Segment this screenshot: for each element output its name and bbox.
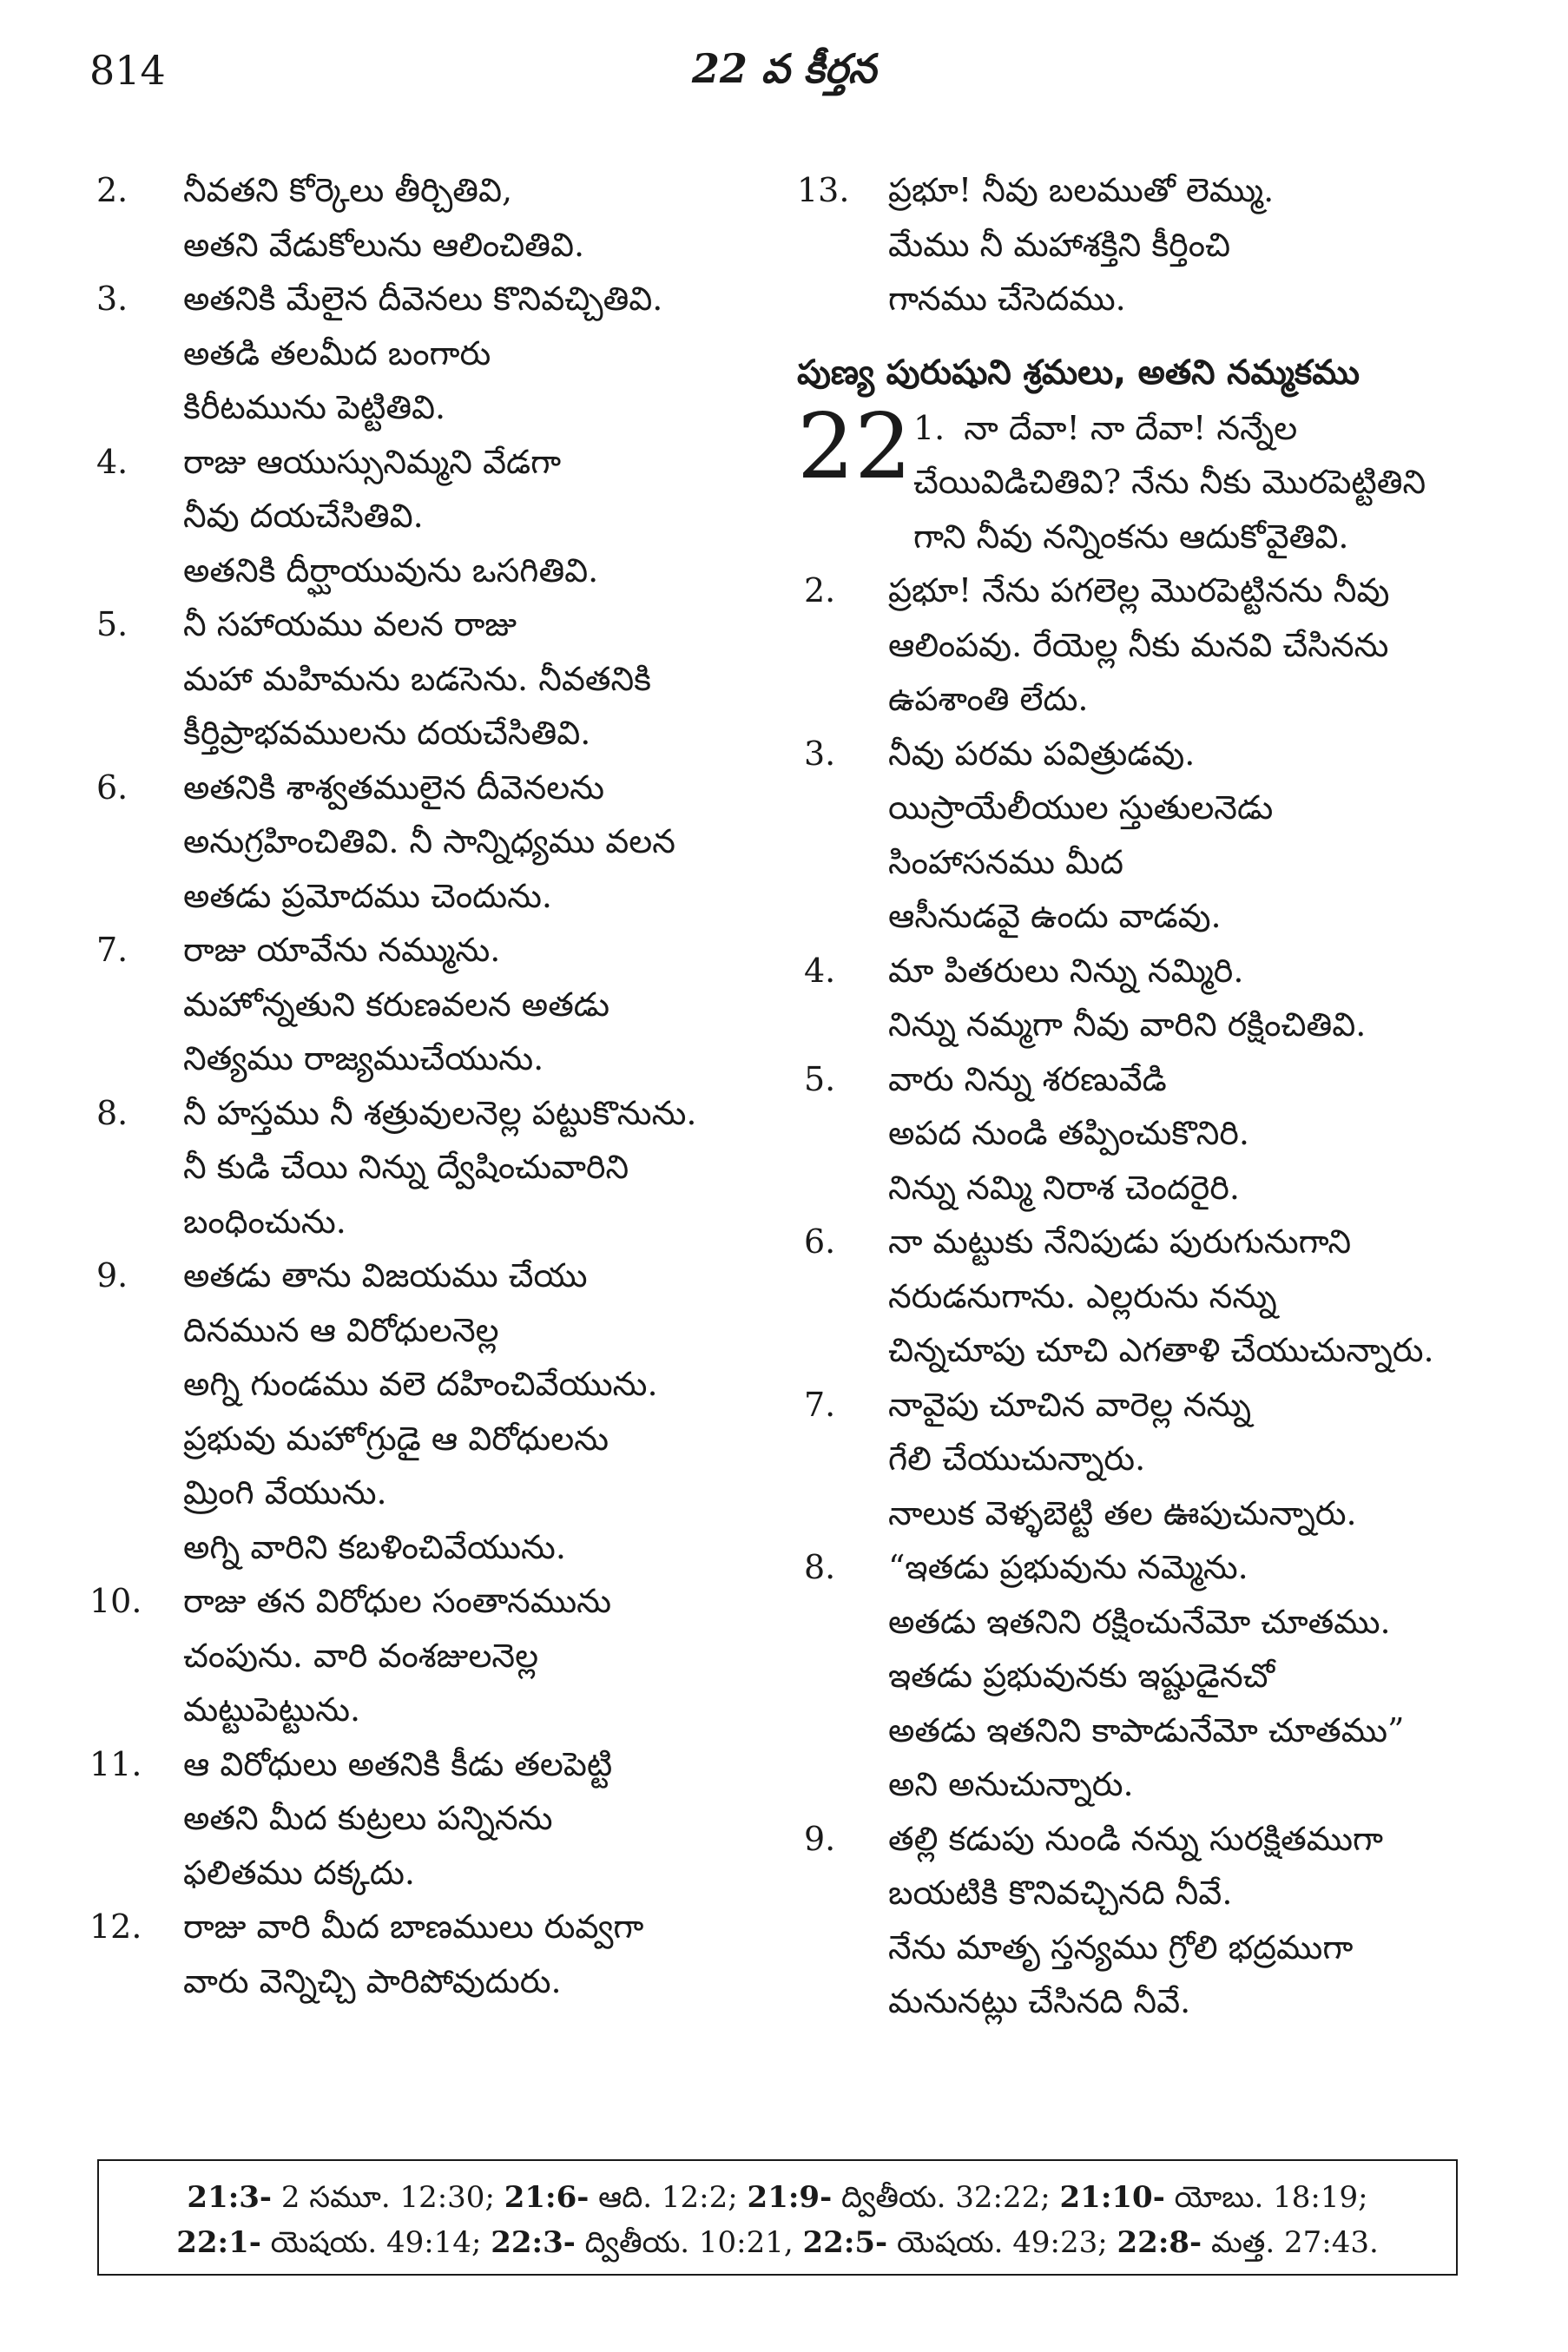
verse xyxy=(89,1737,767,1901)
cross-reference-target: 2 సమూ. 12:30; xyxy=(272,2180,504,2215)
verse-line: అతడు ఇతనిని రక్షించునేమో చూతము. xyxy=(888,1602,1391,1641)
verse-line: అని అనుచున్నారు. xyxy=(888,1765,1134,1803)
chapter-opening xyxy=(797,392,1457,564)
verse-line: నరుడనుగాను. ఎల్లరును నన్ను xyxy=(888,1276,1277,1315)
right-column-top-verses xyxy=(797,163,1457,326)
verse-line: యిస్రాయేలీయుల స్తుతులనెడు xyxy=(888,788,1274,827)
verse xyxy=(797,1378,1457,1541)
verse xyxy=(89,163,767,272)
verse xyxy=(797,1215,1457,1378)
verse-text xyxy=(183,1737,767,1901)
verse xyxy=(89,597,767,761)
verse-line-text: నా దేవా! నా దేవా! నన్నేల xyxy=(964,408,1298,447)
verse-text xyxy=(888,163,1457,326)
cross-reference-verse: 22:5- xyxy=(802,2225,888,2260)
verse-number: 5. xyxy=(96,605,128,643)
verse-line: గేలి చేయుచున్నారు. xyxy=(888,1440,1146,1478)
verse xyxy=(89,1574,767,1737)
verse-line: చంపును. వారి వంశజులనెల్ల xyxy=(183,1636,539,1675)
verse-line: ప్రభువు మహోగ్రుడై ఆ విరోధులను xyxy=(183,1419,609,1458)
verse-text xyxy=(888,1052,1457,1216)
verse-text xyxy=(888,1540,1457,1812)
verse-line: రాజు ఆయుస్సునిమ్మని వేడగా xyxy=(183,442,562,481)
right-column xyxy=(797,163,1457,2029)
left-column xyxy=(89,163,767,2008)
verse xyxy=(797,944,1457,1052)
verse-text xyxy=(888,944,1457,1052)
cross-reference-verse: 21:3- xyxy=(187,2180,273,2215)
verse-number: 12. xyxy=(89,1907,142,1946)
verse-line xyxy=(913,401,1457,456)
verse-line: ఉపశాంతి లేదు. xyxy=(888,680,1089,718)
verse-line: మనునట్లు చేసినది నీవే. xyxy=(888,1982,1191,2020)
verse-line: నిన్ను నమ్మగా నీవు వారిని రక్షించితివి. xyxy=(888,1005,1367,1044)
verse-line: వారు వెన్నిచ్చి పారిపోవుదురు. xyxy=(183,1961,562,2000)
verse-line: అతని మీద కుట్రలు పన్నినను xyxy=(183,1799,553,1837)
verse-text xyxy=(183,1248,767,1574)
verse-line: అతడి తలమీద బంగారు xyxy=(183,333,491,372)
verse-text xyxy=(183,597,767,761)
cross-reference-target: ఆది. 12:2; xyxy=(589,2180,748,2215)
verse-line: నీ సహాయము వలన రాజు xyxy=(183,605,517,643)
verse-line: అతడు ప్రమోదము చెందును. xyxy=(183,876,553,915)
verse xyxy=(797,1540,1457,1812)
verse-number: 2. xyxy=(96,171,128,209)
verse-line: నీవు దయచేసితివి. xyxy=(183,497,424,535)
verse-line: అగ్ని వారిని కబళించివేయును. xyxy=(183,1527,566,1566)
verse-line: నిత్యము రాజ్యముచేయును. xyxy=(183,1039,544,1077)
verse-number: 3. xyxy=(804,734,836,773)
verse-line: రాజు యావేను నమ్మును. xyxy=(183,931,501,969)
verse-line: గానము చేసెదము. xyxy=(888,280,1126,318)
verse xyxy=(89,1248,767,1574)
verse xyxy=(89,761,767,924)
verse-text xyxy=(183,1574,767,1737)
verse-line: ఆసీనుడవై ఉందు వాడవు. xyxy=(888,897,1222,935)
verse-line: రాజు తన విరోధుల సంతానమును xyxy=(183,1582,611,1620)
verse-number: 9. xyxy=(96,1256,128,1295)
cross-reference-target: ద్వితీయ. 32:22; xyxy=(832,2180,1060,2215)
verse-number: 13. xyxy=(797,171,850,209)
cross-reference-verse: 22:8- xyxy=(1117,2225,1202,2260)
verse-line: అతనికి దీర్ఘాయువును ఒసగితివి. xyxy=(183,550,599,590)
verse-text xyxy=(183,923,767,1086)
verse-text xyxy=(888,1812,1457,2029)
verse-number: 4. xyxy=(96,442,128,481)
verse-text xyxy=(183,163,767,272)
verse xyxy=(89,923,767,1086)
cross-reference-verse: 22:1- xyxy=(176,2225,261,2260)
running-title: 22 వ కీర్తన xyxy=(691,45,877,92)
verse-line: నావైపు చూచిన వారెల్ల నన్ను xyxy=(888,1385,1251,1424)
verse xyxy=(89,435,767,598)
verse-line: నీ కుడి చేయి నిన్ను ద్వేషించువారిని xyxy=(183,1148,629,1186)
verse-line: మా పితరులు నిన్ను నమ్మిరి. xyxy=(888,951,1244,990)
cross-reference-line xyxy=(99,2220,1456,2265)
verse-number: 5. xyxy=(804,1059,836,1098)
verse xyxy=(89,272,767,435)
first-verse xyxy=(913,401,1457,564)
verse-line: అతనికి శాశ్వతములైన దీవెనలను xyxy=(183,768,604,807)
verse-line: మ్రింగి వేయును. xyxy=(183,1473,387,1512)
verse-line: మహా మహిమను బడసెను. నీవతనికి xyxy=(183,659,651,698)
verse-number: 7. xyxy=(96,931,128,969)
verse-line: మహోన్నతుని కరుణవలన అతడు xyxy=(183,985,610,1024)
verse-line: వారు నిన్ను శరణువేడి xyxy=(888,1059,1167,1098)
verse-number: 3. xyxy=(96,280,128,318)
cross-reference-verse: 21:6- xyxy=(504,2180,590,2215)
verse-line: మేము నీ మహాశక్తిని కీర్తించి xyxy=(888,225,1231,264)
cross-reference-line xyxy=(99,2175,1456,2220)
verse-line: నీవతని కోర్కెలు తీర్చితివి, xyxy=(183,171,513,209)
verse-line: చేయివిడిచితివి? నేను నీకు మొరపెట్టితిని xyxy=(913,463,1426,501)
verse-number: 8. xyxy=(804,1548,836,1586)
cross-reference-target: యెషయ. 49:14; xyxy=(260,2225,491,2260)
verse-line: రాజు వారి మీద బాణములు రువ్వగా xyxy=(183,1907,644,1946)
chapter-number: 22 xyxy=(797,392,912,499)
verse-number: 1. xyxy=(913,408,945,447)
cross-reference-verse: 21:10- xyxy=(1059,2180,1165,2215)
verse-text xyxy=(183,761,767,924)
verse-line: ఫలితము దక్కదు. xyxy=(183,1853,415,1892)
verse xyxy=(797,163,1457,326)
verse-line: నా మట్టుకు నేనిపుడు పురుగునుగాని xyxy=(888,1222,1352,1261)
verse-line: సింహాసనము మీద xyxy=(888,842,1124,881)
verse-line: అపద నుండి తప్పించుకొనిరి. xyxy=(888,1114,1250,1152)
verse-number: 9. xyxy=(804,1819,836,1858)
cross-reference-verse: 22:3- xyxy=(491,2225,576,2260)
verse-text xyxy=(888,563,1457,727)
verse-line: “ఇతడు ప్రభువును నమ్మెను. xyxy=(888,1548,1248,1586)
verse-line: ఇతడు ప్రభువునకు ఇష్టుడైనచో xyxy=(888,1657,1275,1695)
verse-number: 11. xyxy=(89,1744,142,1783)
verse-line: ప్రభూ! నీవు బలముతో లెమ్ము. xyxy=(888,171,1275,209)
page-number: 814 xyxy=(89,47,166,94)
section-heading: పుణ్య పురుషుని శ్రమలు, అతని నమ్మకము xyxy=(797,352,1360,392)
verse-line: దినమున ఆ విరోధులనెల్ల xyxy=(183,1310,499,1349)
verse-text xyxy=(888,1378,1457,1541)
cross-reference-box xyxy=(97,2159,1458,2276)
verse-line: అగ్ని గుండము వలె దహించివేయును. xyxy=(183,1365,658,1403)
verse-line: తల్లి కడుపు నుండి నన్ను సురక్షితముగా xyxy=(888,1819,1384,1858)
verse-text xyxy=(888,1215,1457,1378)
verse-line: ఆ విరోధులు అతనికి కీడు తలపెట్టి xyxy=(183,1744,613,1783)
cross-reference-verse: 21:9- xyxy=(747,2180,833,2215)
verse-line: మట్టుపెట్టును. xyxy=(183,1690,361,1729)
verse-line: అతడు ఇతనిని కాపాడునేమో చూతము” xyxy=(888,1710,1405,1749)
verse xyxy=(797,727,1457,944)
verse-line: నీ హస్తము నీ శత్రువులనెల్ల పట్టుకొనును. xyxy=(183,1093,697,1132)
verse-line: నిన్ను నమ్మి నిరాశ చెందరైరి. xyxy=(888,1168,1240,1207)
verse-number: 4. xyxy=(804,951,836,990)
verse xyxy=(797,1052,1457,1216)
verse-line: అతనికి మేలైన దీవెనలు కొనివచ్చితివి. xyxy=(183,280,663,318)
verse-line: నాలుక వెళ్ళబెట్టి తల ఊపుచున్నారు. xyxy=(888,1493,1357,1532)
verse-number: 6. xyxy=(96,768,128,807)
verse xyxy=(89,1086,767,1249)
right-column-verses xyxy=(797,563,1457,2029)
verse-text xyxy=(183,435,767,598)
verse-line: కిరీటమును పెట్టితివి. xyxy=(183,388,446,426)
verse-text xyxy=(888,727,1457,944)
verse-line: ప్రభూ! నేను పగలెల్ల మొరపెట్టినను నీవు xyxy=(888,571,1390,609)
verse-number: 7. xyxy=(804,1385,836,1424)
verse-line: అనుగ్రహించితివి. నీ సాన్నిధ్యము వలన xyxy=(183,822,675,860)
verse-line: ఆలింపవు. రేయెల్ల నీకు మనవి చేసినను xyxy=(888,625,1389,664)
verse-line: బంధించును. xyxy=(183,1202,346,1241)
verse-line: అతడు తాను విజయము చేయు xyxy=(183,1256,588,1295)
verse-text xyxy=(183,1086,767,1249)
verse xyxy=(797,563,1457,727)
verse-line: గాని నీవు నన్నింకను ఆదుకోవైతివి. xyxy=(913,517,1349,556)
cross-reference-target: మత్త. 27:43. xyxy=(1202,2225,1379,2260)
verse-line: అతని వేడుకోలును ఆలించితివి. xyxy=(183,225,585,264)
verse-number: 8. xyxy=(96,1093,128,1132)
verse-line: నేను మాతృ స్తన్యము గ్రోలి భద్రముగా xyxy=(888,1927,1354,1967)
verse-line: నీవు పరమ పవిత్రుడవు. xyxy=(888,734,1196,773)
verse-number: 10. xyxy=(89,1582,142,1620)
cross-reference-target: యెషయ. 49:23; xyxy=(887,2225,1117,2260)
verse-line: చిన్నచూపు చూచి ఎగతాళి చేయుచున్నారు. xyxy=(888,1331,1434,1369)
verse-line: కీర్తిప్రాభవములను దయచేసితివి. xyxy=(183,714,591,752)
verse xyxy=(89,1900,767,2008)
verse-text xyxy=(183,1900,767,2008)
verse-number: 2. xyxy=(804,571,836,609)
cross-reference-target: ద్వితీయ. 10:21, xyxy=(575,2225,803,2260)
cross-reference-target: యోబు. 18:19; xyxy=(1164,2180,1368,2215)
verse-line: బయటికి కొనివచ్చినది నీవే. xyxy=(888,1874,1233,1912)
verse-number: 6. xyxy=(804,1222,836,1261)
verse-text xyxy=(183,272,767,435)
verse xyxy=(797,1812,1457,2029)
